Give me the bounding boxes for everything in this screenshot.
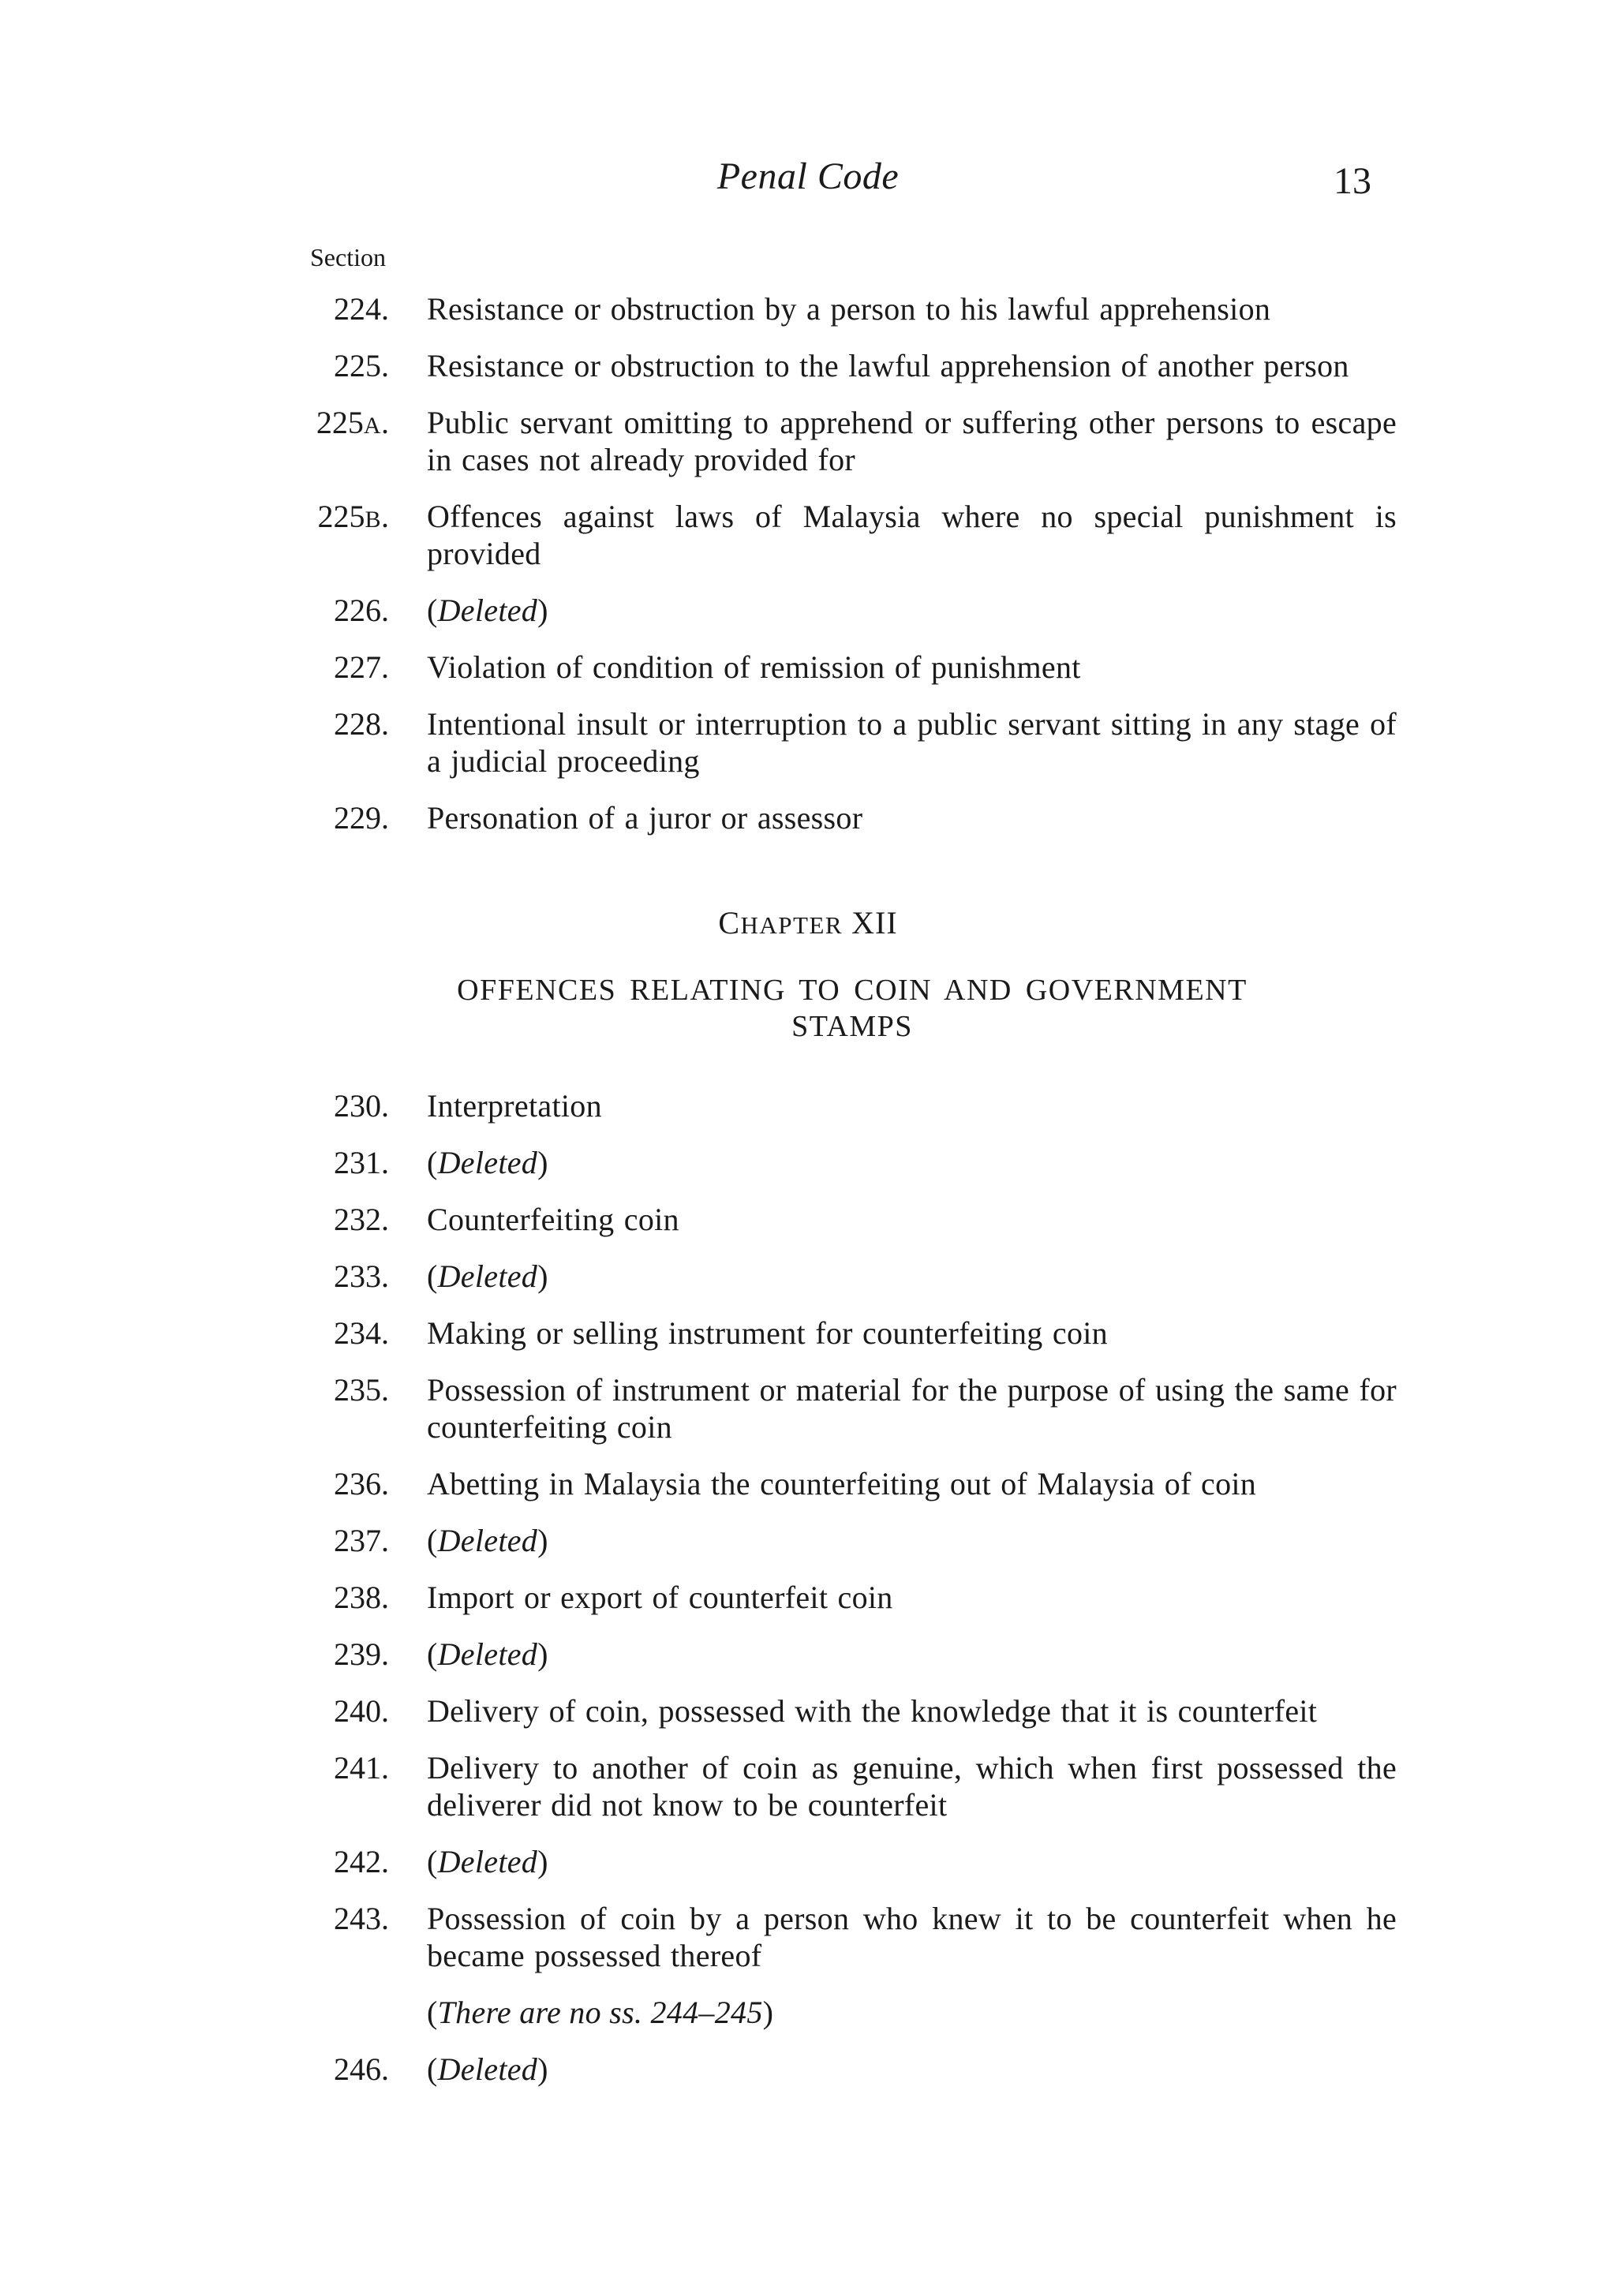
section-column-label: Section — [310, 243, 386, 271]
running-title: Penal Code — [716, 155, 900, 197]
section-heading-text: (Deleted) — [427, 1844, 548, 1879]
section-number: 238. — [334, 1580, 389, 1615]
chapter-word: CHAPTER — [718, 905, 844, 940]
section-heading-text: Possession of coin by a person who knew it to be counterfeit when he became possessed thereof — [427, 1901, 1397, 1973]
section-heading-text: (Deleted) — [427, 1523, 548, 1558]
section-heading-text: Abetting in Malaysia the counterfeiting out of Malaysia of coin — [427, 1466, 1257, 1501]
section-heading-text: Counterfeiting coin — [427, 1202, 679, 1237]
section-number: 225A. — [316, 405, 389, 440]
section-heading-text: Resistance or obstruction by a person to his lawful apprehension — [427, 291, 1271, 327]
section-number: 229. — [334, 800, 389, 836]
section-heading-text: Delivery of coin, possessed with the knowledge that it is counterfeit — [427, 1693, 1318, 1729]
note-text-part: There are no ss. 244–245 — [437, 1995, 763, 2030]
section-number: 241. — [334, 1750, 389, 1786]
section-heading-text: Making or selling instrument for counterfeiting coin — [427, 1315, 1108, 1351]
section-number: 234. — [334, 1315, 389, 1351]
note-text-part: ( — [427, 1995, 438, 2030]
section-number: 242. — [334, 1844, 389, 1879]
section-heading-text: Violation of condition of remission of punishment — [427, 649, 1081, 685]
chapter-numeral: XII — [851, 905, 898, 940]
section-heading-text: Interpretation — [427, 1088, 602, 1124]
section-heading-text: Intentional insult or interruption to a public servant sitting in any stage of a judicial proceeding — [427, 706, 1397, 779]
section-number: 232. — [334, 1202, 389, 1237]
section-number: 225. — [334, 348, 389, 383]
editorial-note — [427, 1994, 773, 2031]
section-heading-text: Delivery to another of coin as genuine, which when first possessed the deliverer did not know to be counterfeit — [427, 1750, 1397, 1823]
section-number: 226. — [334, 593, 389, 628]
section-number: 237. — [334, 1523, 389, 1558]
section-number: 239. — [334, 1636, 389, 1672]
section-number: 235. — [334, 1372, 389, 1408]
section-heading-text: (Deleted) — [427, 1258, 548, 1294]
section-heading-text: Resistance or obstruction to the lawful apprehension of another person — [427, 348, 1349, 383]
section-number: 240. — [334, 1693, 389, 1729]
section-number: 243. — [334, 1901, 389, 1936]
section-number: 224. — [334, 291, 389, 327]
section-heading-text: Public servant omitting to apprehend or suffering other persons to escape in cases not already provided for — [427, 405, 1397, 477]
section-number: 231. — [334, 1145, 389, 1180]
section-heading-text: Possession of instrument or material for the purpose of using the same for counterfeiting coin — [427, 1372, 1397, 1445]
section-heading-text: (Deleted) — [427, 593, 548, 628]
section-number: 230. — [334, 1088, 389, 1124]
section-number: 227. — [334, 649, 389, 685]
section-heading-text: Personation of a juror or assessor — [427, 800, 863, 836]
chapter-heading — [0, 904, 1616, 941]
section-number: 228. — [334, 706, 389, 742]
note-text-part: ) — [762, 1995, 774, 2030]
section-number: 233. — [334, 1258, 389, 1294]
section-number: 225B. — [317, 499, 389, 534]
section-heading-text: Import or export of counterfeit coin — [427, 1580, 893, 1615]
section-heading-text: (Deleted) — [427, 1636, 548, 1672]
section-heading-text: Offences against laws of Malaysia where no special punishment is provided — [427, 499, 1397, 571]
section-heading-text: (Deleted) — [427, 1145, 548, 1180]
section-heading-text: (Deleted) — [427, 2051, 548, 2087]
section-number: 246. — [334, 2051, 389, 2087]
section-number: 236. — [334, 1466, 389, 1501]
chapter-title: OFFENCES RELATING TO COIN AND GOVERNMENT STAMPS — [457, 974, 1248, 1043]
page-number: 13 — [1334, 160, 1371, 202]
